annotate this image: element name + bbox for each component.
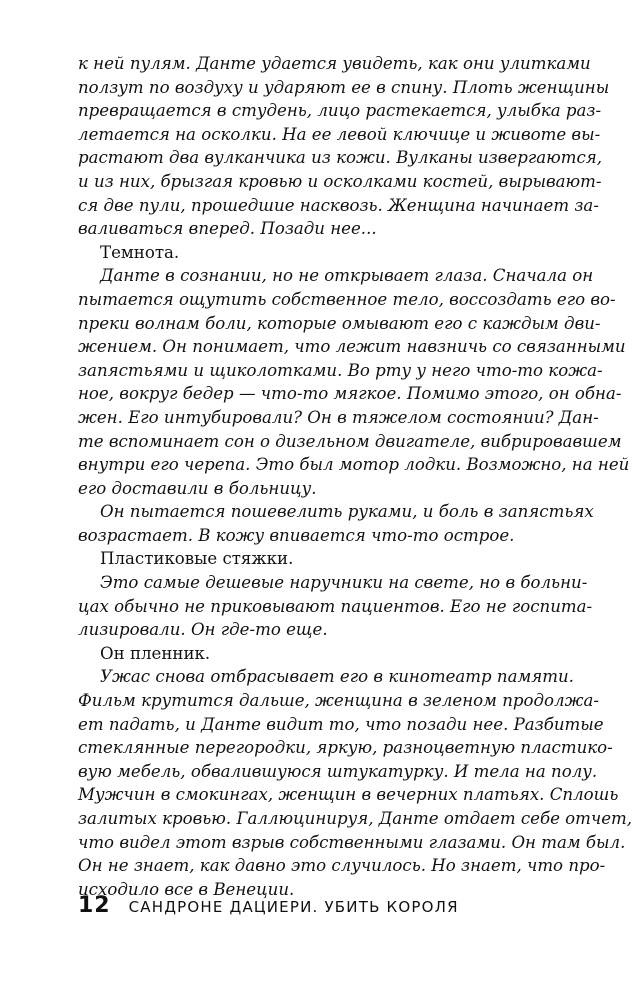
text-line: ползут по воздуху и ударяют ее в спину. Плоть женщины [78, 77, 610, 97]
text-line: Мужчин в смокингах, женщин в вечерних платьях. Сплошь [78, 785, 619, 805]
text-line: ное, вокруг бедер — что-то мягкое. Помимо этого, он обна- [78, 384, 622, 404]
text-line: Фильм крутится дальше, женщина в зеленом продолжа- [78, 691, 599, 711]
text-line: лизировали. Он где-то еще. [78, 620, 328, 640]
text-line: превращается в студень, лицо растекается, улыбка раз- [78, 101, 602, 121]
text-line: Темнота. [100, 242, 180, 262]
text-line: жением. Он понимает, что лежит навзничь со связанными [78, 337, 626, 357]
body-text [78, 52, 633, 901]
paragraph [78, 241, 570, 265]
text-line: растают два вулканчика из кожи. Вулканы извергаются, [78, 148, 602, 168]
text-line: запястьями и щиколотками. Во рту у него что-то кожа- [78, 360, 603, 380]
text-line: валиваться вперед. Позади нее... [78, 219, 377, 239]
text-line: внутри его черепа. Это был мотор лодки. Возможно, на ней [78, 455, 630, 475]
text-line: ет падать, и Данте видит то, что позади нее. Разбитые [78, 714, 604, 734]
text-line: стеклянные перегородки, яркую, разноцветную пластико- [78, 738, 613, 758]
text-line: преки волнам боли, которые омывают его с каждым дви- [78, 313, 601, 333]
text-line: вую мебель, обвалившуюся штукатурку. И тела на полу. [78, 761, 598, 781]
paragraph [78, 665, 633, 901]
page-footer [78, 893, 570, 925]
paragraph [78, 547, 570, 571]
text-line: цах обычно не приковывают пациентов. Его не госпита- [78, 596, 593, 616]
text-line: те вспоминает сон о дизельном двигателе, вибрировавшем [78, 431, 622, 451]
paragraph [78, 500, 594, 547]
paragraph [78, 642, 570, 666]
text-line: его доставили в больницу. [78, 478, 317, 498]
text-line: исходило все в Венеции. [78, 879, 295, 899]
text-line: Он не знает, как давно это случилось. Но знает, что про- [78, 856, 606, 876]
text-line: залитых кровью. Галлюцинируя, Данте отдает себе отчет, [78, 809, 633, 828]
paragraph [78, 52, 610, 241]
text-line: ся две пули, прошедшие насквозь. Женщина начинает за- [78, 195, 599, 215]
page-number: 12 [78, 893, 111, 918]
paragraph [78, 264, 630, 500]
text-line: Он пленник. [100, 643, 211, 663]
running-head: САНДРОНЕ ДАЦИЕРИ. УБИТЬ КОРОЛЯ [128, 898, 459, 916]
text-line: Он пытается пошевелить руками, и боль в запястьях [100, 502, 594, 522]
text-line: Это самые дешевые наручники на свете, но в больни- [100, 573, 588, 593]
text-line: что видел этот взрыв собственными глазами. Он там был. [78, 832, 626, 852]
text-line: Данте в сознании, но не открывает глаза. Сначала он [100, 266, 594, 286]
paragraph [78, 571, 593, 642]
text-line: Ужас снова отбрасывает его в кинотеатр памяти. [100, 667, 574, 687]
text-line: возрастает. В кожу впивается что-то острое. [78, 525, 515, 545]
text-line: жен. Его интубировали? Он в тяжелом состоянии? Дан- [78, 407, 599, 427]
text-line: и из них, брызгая кровью и осколками костей, вырывают- [78, 171, 602, 191]
text-line: Пластиковые стяжки. [100, 549, 294, 569]
text-line: летается на осколки. На ее левой ключице и животе вы- [78, 124, 601, 144]
text-line: к ней пулям. Данте удается увидеть, как они улитками [78, 54, 591, 73]
text-line: пытается ощутить собственное тело, воссоздать его во- [78, 289, 616, 309]
